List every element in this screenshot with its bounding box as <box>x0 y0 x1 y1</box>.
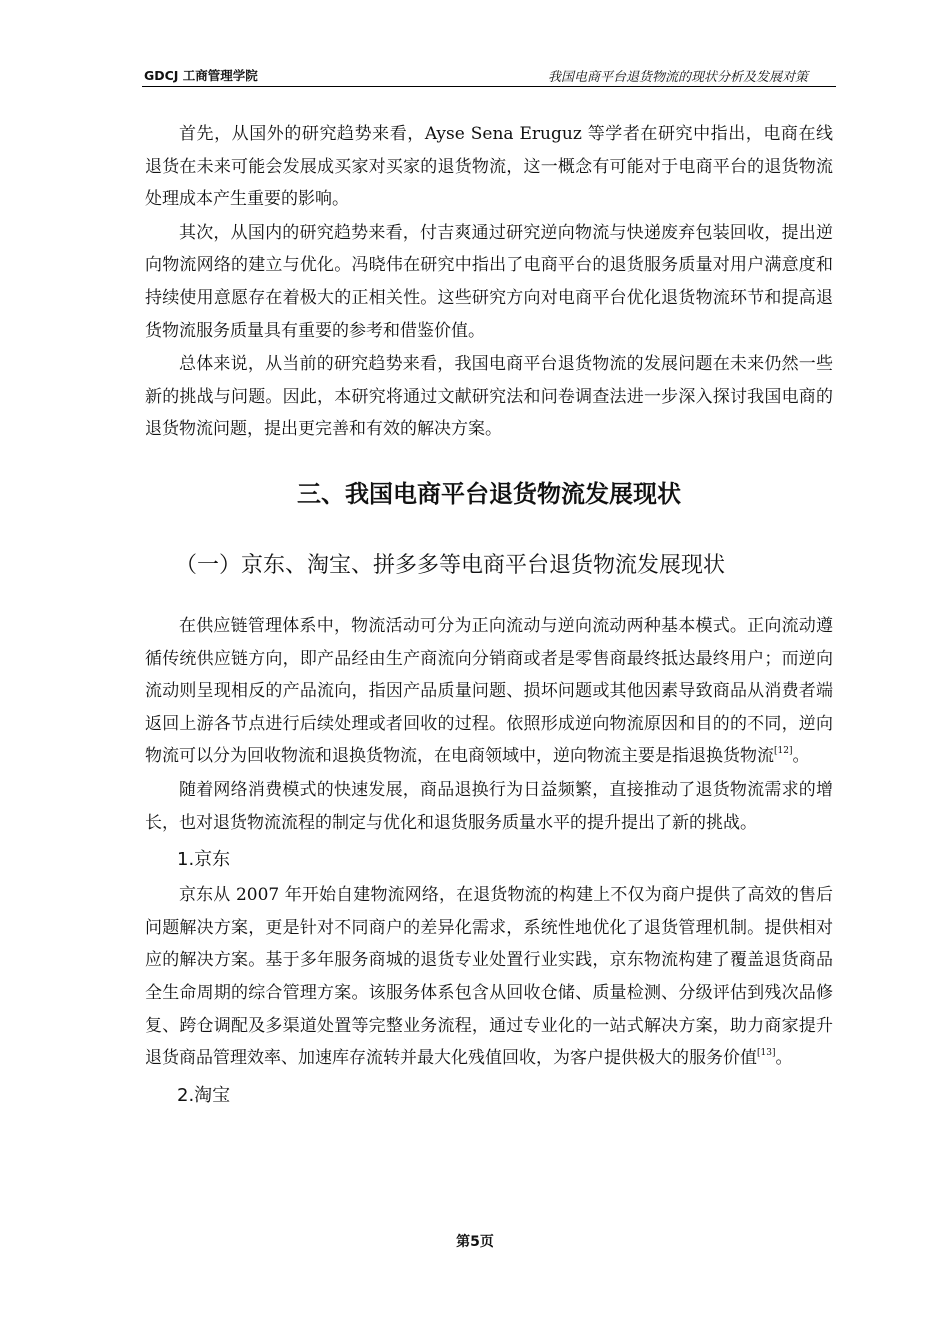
intro-paragraph-2: 其次，从国内的研究趋势来看，付吉爽通过研究逆向物流与快递废弃包装回收，提出逆向物流网络的建立与优化。冯晓伟在研究中指出了电商平台的退货服务质量对用户满意度和持续使用意愿存在着极大的正相关性。这些研究方向对电商平台优化退货物流环节和提高退货物流服务质量具有重要的参考和借鉴价值。 <box>145 222 833 341</box>
page-content <box>145 118 833 1106</box>
section-paragraph-1-end: 。 <box>792 746 810 767</box>
chapter-title: 三、我国电商平台退货物流发展现状 <box>297 480 681 508</box>
intro-paragraph-1: 首先，从国外的研究趋势来看，Ayse Sena Eruguz 等学者在研究中指出，电商在线退货在未来可能会发展成买家对买家的退货物流，这一概念有可能对于电商平台的退货物流处理成本产生重要的影响。 <box>145 124 833 210</box>
page-header <box>142 64 836 87</box>
section-paragraph-1-text: 在供应链管理体系中，物流活动可分为正向流动与逆向流动两种基本模式。正向流动遵循传统供应链方向，即产品经由生产商流向分销商或者是零售商最终抵达最终用户；而逆向流动则呈现相反的产品流向，指因产品质量问题、损坏问题或其他因素导致商品从消费者端返回上游各节点进行后续处理或者回收的过程。依照形成逆向物流原因和目的的不同，逆向物流可以分为回收物流和退换货物流，在电商领域中，逆向物流主要是指退换货物流 <box>145 616 833 767</box>
page-number: 第5页 <box>456 1234 494 1250</box>
section-paragraph-1 <box>145 610 833 773</box>
jd-paragraph-text: 京东从 2007 年开始自建物流网络，在退货物流的构建上不仅为商户提供了高效的售后问题解决方案，更是针对不同商户的差异化需求，系统性地优化了退货管理机制。提供相对应的解决方案。基于多年服务商城的退货专业处置行业实践，京东物流构建了覆盖退货商品全生命周期的综合管理方案。该服务体系包含从回收仓储、质量检测、分级评估到残次品修复、跨仓调配及多渠道处置等完整业务流程，通过专业化的一站式解决方案，助力商家提升退货商品管理效率、加速库存流转并最大化残值回收，为客户提供极大的服务价值 <box>145 885 833 1069</box>
header-school: GDCJ 工商管理学院 <box>144 68 258 83</box>
header-paper-title: 我国电商平台退货物流的现状分析及发展对策 <box>547 70 808 85</box>
subheading-jd: 1.京东 <box>177 849 231 871</box>
subheading-taobao: 2.淘宝 <box>177 1084 231 1106</box>
jd-paragraph <box>145 879 833 1075</box>
section-title: （一）京东、淘宝、拼多多等电商平台退货物流发展现状 <box>175 553 726 578</box>
citation-12: [12] <box>774 746 793 757</box>
jd-paragraph-end: 。 <box>775 1048 793 1069</box>
section-paragraph-2: 随着网络消费模式的快速发展，商品退换行为日益频繁，直接推动了退货物流需求的增长，也对退货物流流程的制定与优化和退货服务质量水平的提升提出了新的挑战。 <box>145 779 833 833</box>
intro-paragraph-3: 总体来说，从当前的研究趋势来看，我国电商平台退货物流的发展问题在未来仍然一些新的挑战与问题。因此，本研究将通过文献研究法和问卷调查法进一步深入探讨我国电商的退货物流问题，提出更完善和有效的解决方案。 <box>145 354 833 440</box>
section-body <box>145 610 833 1115</box>
citation-13: [13] <box>757 1048 776 1059</box>
